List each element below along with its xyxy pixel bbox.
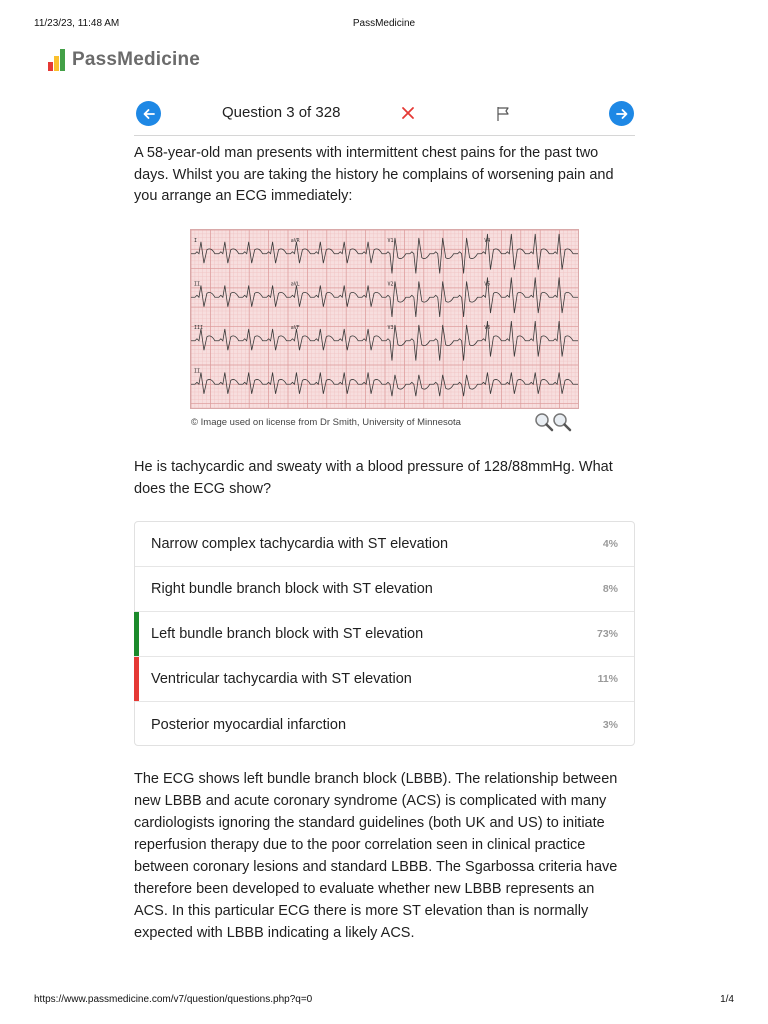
print-date: 11/23/23, 11:48 AM xyxy=(34,18,120,29)
answer-percentage: 73% xyxy=(596,628,618,640)
ecg-lead-label: V3 xyxy=(387,324,394,331)
answer-percentage: 11% xyxy=(597,673,618,685)
answer-marker xyxy=(134,522,139,566)
ecg-lead-label: V4 xyxy=(484,237,491,244)
answer-list xyxy=(134,521,635,746)
flag-icon[interactable] xyxy=(496,106,510,122)
answer-marker xyxy=(134,567,139,611)
next-question-button[interactable] xyxy=(609,101,634,126)
ecg-lead-label: aVL xyxy=(290,281,300,288)
ecg-lead-label: V1 xyxy=(387,237,394,244)
answer-percentage: 4% xyxy=(602,538,618,550)
ecg-lead-label: aVF xyxy=(290,324,300,331)
question-toolbar xyxy=(134,98,635,136)
answer-option[interactable] xyxy=(135,612,634,657)
ecg-trace xyxy=(191,230,578,408)
print-title: PassMedicine xyxy=(352,18,416,29)
answer-option[interactable] xyxy=(135,657,634,702)
answer-explanation: The ECG shows left bundle branch block (LBBB). The relationship between new LBBB and acute coronary syndrome (ACS) is complicated with many cardiologists ignoring the standard guidelines (both UK and US) to initiate reperfusion therapy due to the poor correlation seen in clinical practice between coronary lesions and standard LBBB. The Sgarbossa criteria have therefore been developed to evaluate whether new LBBB represents an ACS. In this particular ECG there is more ST elevation than is normally expected with LBBB indicating a likely ACS. xyxy=(134,771,618,941)
answer-option[interactable] xyxy=(135,567,634,612)
arrow-right-icon xyxy=(615,107,629,121)
magnifier-icon[interactable] xyxy=(533,412,579,434)
ecg-lead-label: V2 xyxy=(387,281,394,288)
ecg-lead-label: I xyxy=(193,237,197,244)
answer-label: Posterior myocardial infarction xyxy=(151,716,347,733)
ecg-lead-label: V5 xyxy=(484,281,491,288)
ecg-lead-label: II xyxy=(193,281,200,288)
print-url: https://www.passmedicine.com/v7/question/questions.php?q=0 xyxy=(34,994,313,1005)
question-counter: Question 3 of 328 xyxy=(222,104,341,121)
previous-question-button[interactable] xyxy=(136,101,161,126)
image-credit: © Image used on license from Dr Smith, University of Minnesota xyxy=(191,417,461,428)
answer-marker xyxy=(134,702,139,747)
answer-marker xyxy=(134,612,139,656)
answer-option[interactable] xyxy=(135,522,634,567)
answer-percentage: 8% xyxy=(602,583,618,595)
ecg-image[interactable] xyxy=(190,229,579,409)
question-prompt: He is tachycardic and sweaty with a blood pressure of 128/88mmHg. What does the ECG show? xyxy=(134,459,613,497)
answer-option[interactable] xyxy=(135,702,634,747)
ecg-lead-label: III xyxy=(193,324,203,331)
question-stem: A 58-year-old man presents with intermittent chest pains for the past two days. Whilst you are taking the history he complains of worsening pain and you arrange an ECG immediately: xyxy=(134,145,614,205)
print-page-number: 1/4 xyxy=(720,994,734,1005)
print-footer xyxy=(34,994,734,1008)
answer-label: Left bundle branch block with ST elevation xyxy=(151,626,424,642)
passmedicine-logo[interactable] xyxy=(48,47,200,71)
answer-percentage: 3% xyxy=(602,718,618,731)
ecg-lead-label: V6 xyxy=(484,324,491,331)
logo-text: PassMedicine xyxy=(72,49,201,70)
ecg-lead-label: II xyxy=(193,368,200,375)
answer-label: Ventricular tachycardia with ST elevation xyxy=(151,671,412,687)
ecg-lead-label: aVR xyxy=(290,237,300,244)
arrow-left-icon xyxy=(142,107,156,121)
answer-marker xyxy=(134,657,139,701)
answer-label: Narrow complex tachycardia with ST elevation xyxy=(151,536,449,552)
print-header xyxy=(34,18,734,32)
close-icon[interactable] xyxy=(401,106,415,120)
answer-label: Right bundle branch block with ST elevation xyxy=(151,581,433,597)
logo-bars-icon xyxy=(48,49,66,71)
